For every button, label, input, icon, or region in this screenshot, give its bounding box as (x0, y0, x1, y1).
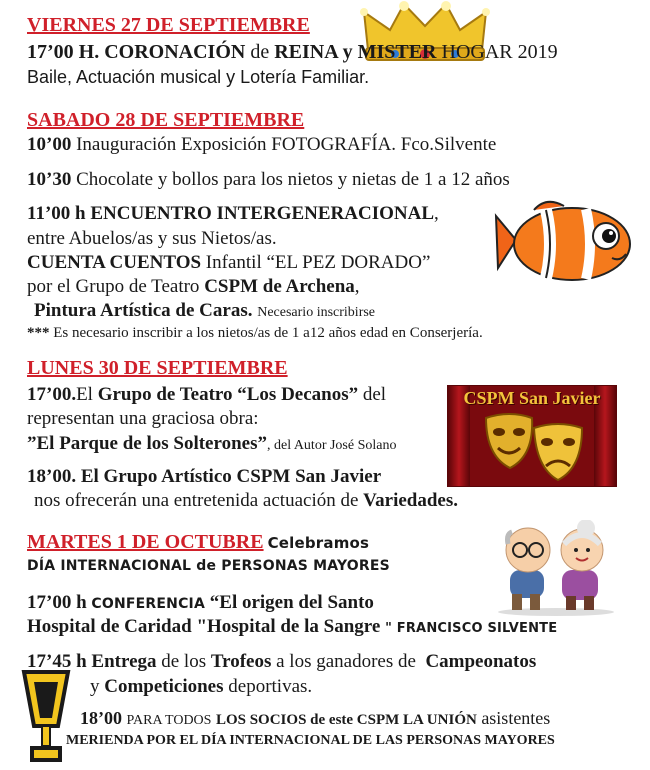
trophy-icon (18, 668, 74, 768)
tuesday-line-1: DÍA INTERNACIONAL de PERSONAS MAYORES (27, 558, 390, 574)
tuesday-line-7: MERIENDA POR EL DÍA INTERNACIONAL DE LAS PERSONAS MAYORES (66, 733, 555, 748)
clownfish-icon (494, 196, 642, 292)
saturday-line-7: Pintura Artística de Caras. Necesario inscribirse (34, 300, 376, 321)
monday-heading: LUNES 30 DE SEPTIEMBRE (27, 357, 288, 379)
elderly-couple-icon (490, 520, 622, 616)
saturday-line-1: 10’00 Inauguración Exposición FOTOGRAFÍA. Fco.Silvente (27, 134, 497, 155)
tuesday-line-2: 17’00 h CONFERENCIA “El origen del Santo (27, 592, 374, 613)
saturday-heading: SABADO 28 DE SEPTIEMBRE (27, 109, 305, 131)
saturday-line-4: entre Abuelos/as y sus Nietos/as. (27, 228, 277, 249)
tuesday-heading-row: MARTES 1 DE OCTUBRE Celebramos (27, 531, 370, 553)
friday-heading: VIERNES 27 DE SEPTIEMBRE (27, 14, 310, 36)
tuesday-line-4: 17’45 h Entrega de los Trofeos a los ganadores de Campeonatos (27, 651, 537, 672)
monday-line-2: representan una graciosa obra: (27, 408, 259, 429)
theatre-banner (447, 385, 617, 487)
banner-title: CSPM San Javier (463, 388, 601, 408)
saturday-line-2: 10’30 Chocolate y bollos para los nietos y nietas de 1 a 12 años (27, 169, 510, 190)
saturday-line-8: *** Es necesario inscribir a los nietos/as de 1 a12 años edad en Conserjería. (27, 325, 483, 341)
friday-line-1: 17’00 H. CORONACIÓN de REINA y MISTER HOGAR 2019 (27, 41, 558, 63)
tuesday-line-5: y Competiciones deportivas. (90, 676, 313, 697)
tuesday-line-3: Hospital de Caridad "Hospital de la Sangre " FRANCISCO SILVENTE (27, 616, 558, 637)
monday-line-3: ”El Parque de los Solterones”, del Autor José Solano (27, 433, 397, 454)
monday-line-5: nos ofrecerán una entretenida actuación de Variedades. (34, 490, 459, 511)
tuesday-heading: MARTES 1 DE OCTUBRE (27, 531, 264, 553)
saturday-line-3: 11’00 h ENCUENTRO INTERGENERACIONAL, (27, 203, 439, 224)
theatre-masks-icon (482, 412, 586, 484)
monday-line-1: 17’00.El Grupo de Teatro “Los Decanos” del (27, 384, 387, 405)
saturday-line-6: por el Grupo de Teatro CSPM de Archena, (27, 276, 360, 297)
friday-line-2: Baile, Actuación musical y Lotería Familiar. (27, 67, 370, 87)
saturday-line-5: CUENTA CUENTOS Infantil “EL PEZ DORADO” (27, 252, 431, 273)
tuesday-line-6: 18’00 PARA TODOS LOS SOCIOS de este CSPM LA UNIÓN asistentes (80, 708, 551, 728)
monday-line-4: 18’00. El Grupo Artístico CSPM San Javier (27, 466, 382, 487)
